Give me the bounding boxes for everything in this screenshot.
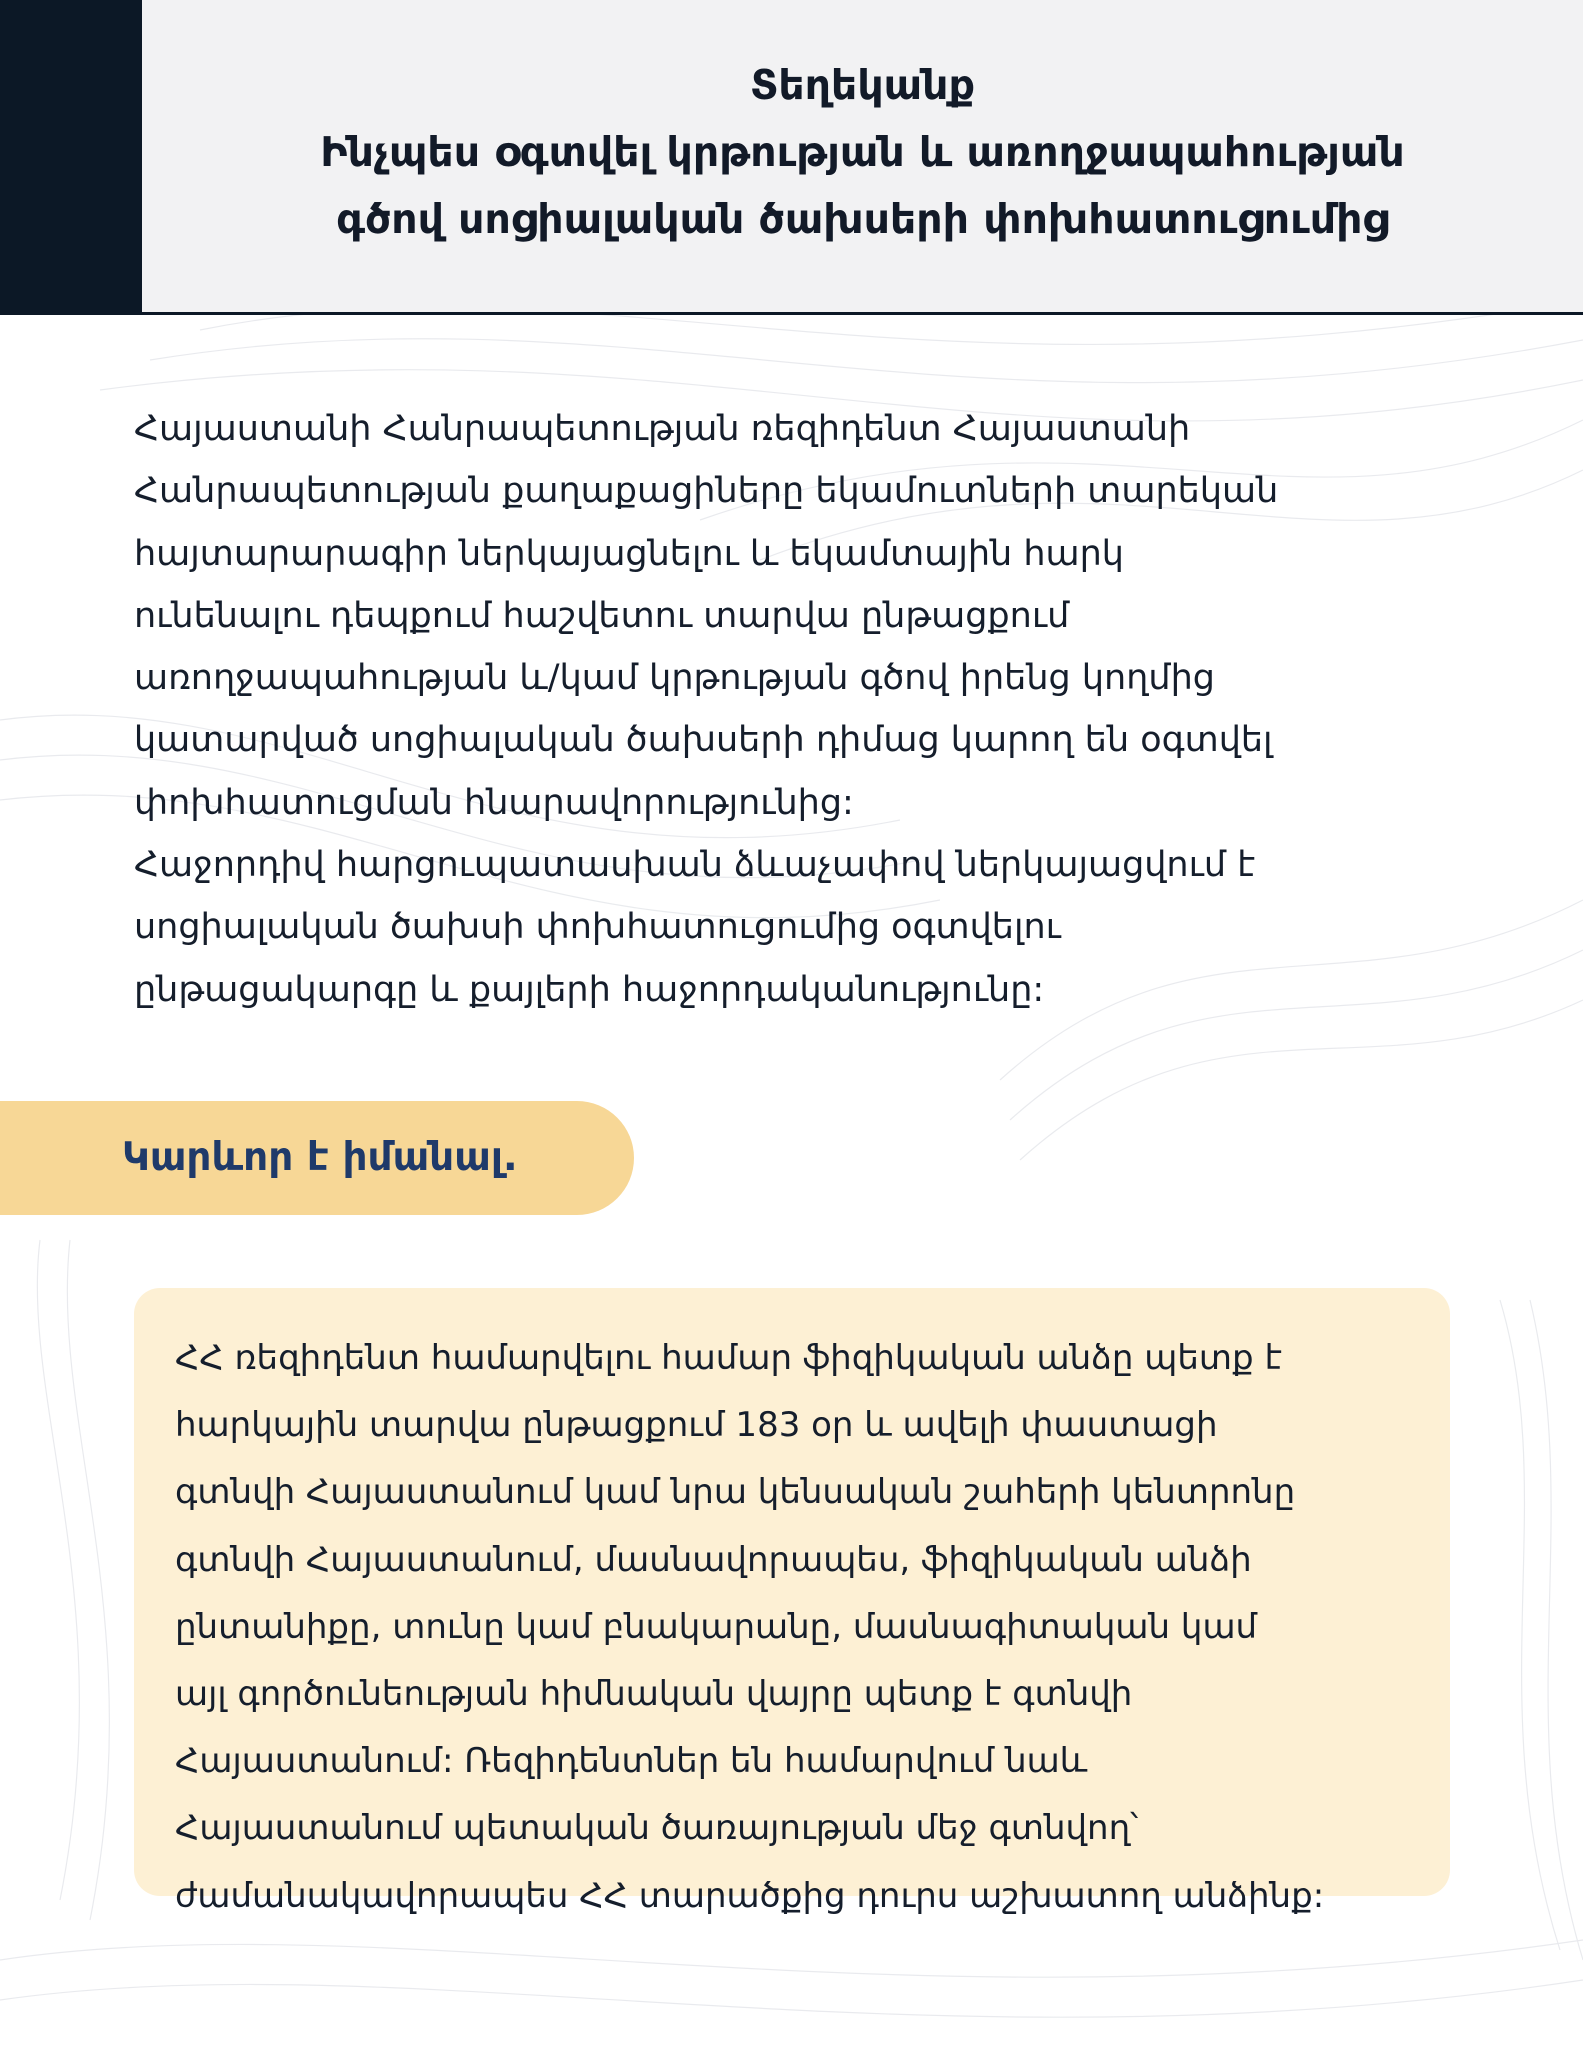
note-line: գտնվի Հայաստանում, մասնավորապես, ֆիզիկական անձի	[175, 1539, 1252, 1580]
intro-line: կատարված սոցիալական ծախսերի դիմաց կարող են օգտվել	[134, 720, 1273, 761]
residency-note-text	[175, 1325, 1425, 1930]
page-title	[142, 52, 1583, 253]
note-line: Հայաստանում պետական ծառայության մեջ գտնվող՝	[175, 1808, 1139, 1849]
title-line: Ինչպես օգտվել կրթության և առողջապահության	[320, 128, 1405, 176]
note-line: ժամանակավորապես ՀՀ տարածքից դուրս աշխատող անձինք:	[175, 1875, 1325, 1916]
intro-line: Հաջորդիվ հարցուպատասխան ձևաչափով ներկայացվում է	[134, 845, 1256, 886]
header-banner	[0, 0, 1583, 315]
header-accent-bar	[0, 0, 142, 315]
note-line: ընտանիքը, տունը կամ բնակարանը, մասնագիտական կամ	[175, 1606, 1258, 1647]
note-line: ՀՀ ռեզիդենտ համարվելու համար ֆիզիկական անձը պետք է	[175, 1338, 1282, 1378]
note-line: Հայաստանում: Ռեզիդենտներ են համարվում նաև	[175, 1741, 1088, 1782]
intro-line: փոխհատուցման հնարավորությունից:	[134, 782, 854, 823]
intro-line: հայտարարագիր ներկայացնելու և եկամտային հարկ	[134, 533, 1124, 574]
intro-line: ընթացակարգը և քայլերի հաջորդականությունը:	[134, 969, 1045, 1010]
intro-line: ունենալու դեպքում հաշվետու տարվա ընթացքում	[134, 595, 1070, 636]
note-line: այլ գործունեության հիմնական վայրը պետք է գտնվի	[175, 1674, 1133, 1715]
title-line: Տեղեկանք	[749, 61, 976, 109]
title-line: գծով սոցիալական ծախսերի փոխհատուցումից	[336, 195, 1389, 243]
intro-line: սոցիալական ծախսի փոխհատուցումից օգտվելու	[134, 907, 1061, 948]
intro-paragraph	[134, 398, 1474, 1021]
intro-line: Հանրապետության քաղաքացիները եկամուտների տարեկան	[134, 471, 1279, 512]
intro-line: Հայաստանի Հանրապետության ռեզիդենտ Հայաստանի	[134, 409, 1191, 449]
note-line: գտնվի Հայաստանում կամ նրա կենսական շահերի կենտրոնը	[175, 1472, 1296, 1513]
residency-note-box	[134, 1288, 1450, 1916]
intro-line: առողջապահության և/կամ կրթության գծով իրենց կողմից	[134, 658, 1215, 699]
important-label-pill	[0, 1101, 634, 1215]
important-label: Կարևոր է իմանալ.	[122, 1135, 518, 1180]
note-line: հարկային տարվա ընթացքում 183 օր և ավելի փաստացի	[175, 1405, 1218, 1446]
